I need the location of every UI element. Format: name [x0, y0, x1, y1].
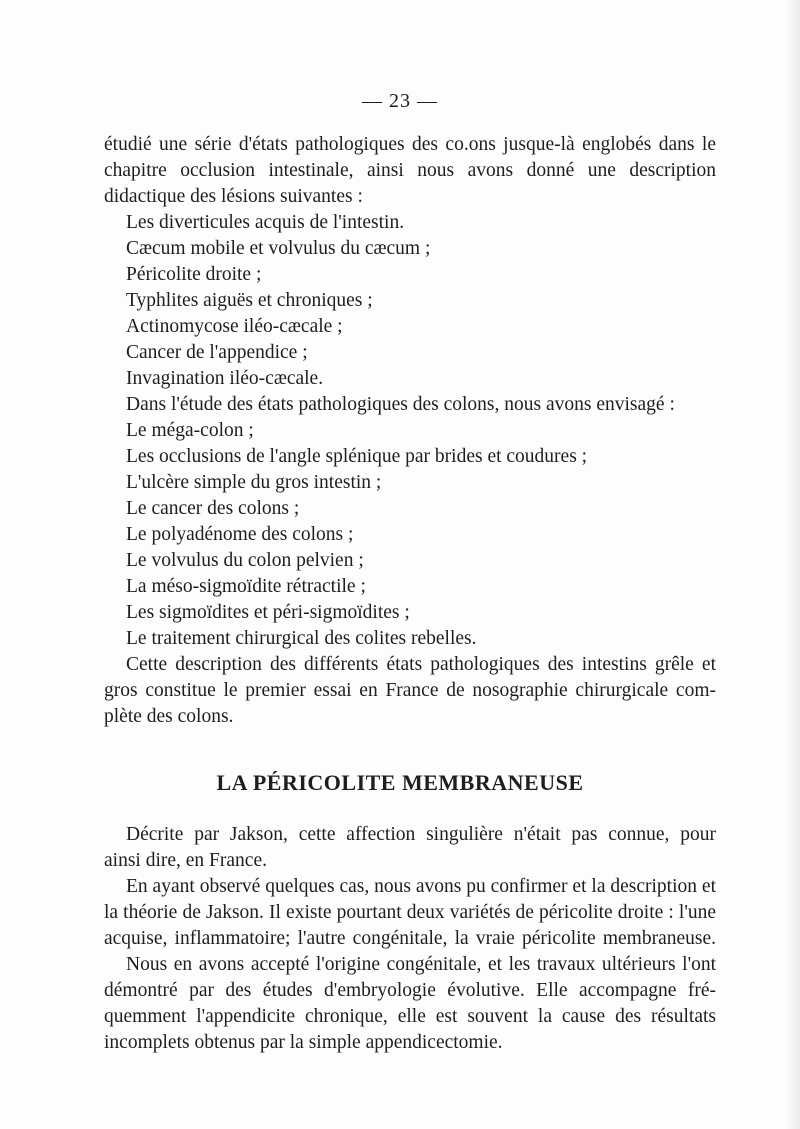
list-item: Cancer de l'appendice ; [126, 342, 308, 363]
text-line: Cette description des différents états pathologiques des intestins grêle et [126, 654, 716, 675]
text-line: étudié une série d'états pathologiques des co.ons jusque-là englobés dans le [104, 134, 716, 155]
list-item: Invagination iléo-cæcale. [126, 368, 324, 389]
text-line: plète des colons. [104, 706, 234, 727]
list-item: Péricolite droite ; [126, 264, 262, 285]
text-line: démontré par des études d'embryologie évolutive. Elle accompagne fré- [104, 980, 716, 1001]
text-line: Nous en avons accepté l'origine congénitale, et les travaux ultérieurs l'ont [126, 954, 716, 975]
list-item: L'ulcère simple du gros intestin ; [126, 472, 382, 493]
page-edge-shadow [786, 0, 800, 1129]
list-item: Le volvulus du colon pelvien ; [126, 550, 364, 571]
text-line: gros constitue le premier essai en France de nosographie chirurgicale com- [104, 680, 716, 701]
list-item: Le polyadénome des colons ; [126, 524, 354, 545]
list-item: Le cancer des colons ; [126, 498, 300, 519]
list-item: Les diverticules acquis de l'intestin. [126, 212, 405, 233]
text-line: quemment l'appendicite chronique, elle est souvent la cause des résultats [104, 1006, 716, 1027]
text-line: acquise, inflammatoire; l'autre congénitale, la vraie péricolite membraneuse. [104, 928, 716, 949]
list-item: Cæcum mobile et volvulus du cæcum ; [126, 238, 431, 259]
list-item: Le méga-colon ; [126, 420, 254, 441]
text-line: didactique des lésions suivantes : [104, 186, 363, 207]
text-line: En ayant observé quelques cas, nous avons pu confirmer et la description et [126, 876, 716, 897]
text-line: la théorie de Jakson. Il existe pourtant deux variétés de péricolite droite : l'une [104, 902, 716, 923]
list-item: Les occlusions de l'angle splénique par brides et coudures ; [126, 446, 588, 467]
page-number: — 23 — [362, 90, 438, 112]
text-line: Décrite par Jakson, cette affection singulière n'était pas connue, pour [126, 824, 716, 845]
list-item: Actinomycose iléo-cæcale ; [126, 316, 343, 337]
section-title: LA PÉRICOLITE MEMBRANEUSE [216, 770, 584, 795]
main-text-top [104, 132, 716, 730]
list-item: Les sigmoïdites et péri-sigmoïdites ; [126, 602, 410, 623]
text-line: Dans l'étude des états pathologiques des colons, nous avons envisagé : [126, 394, 675, 415]
text-line: chapitre occlusion intestinale, ainsi nous avons donné une description [104, 160, 716, 181]
list-item: Le traitement chirurgical des colites rebelles. [126, 628, 477, 649]
text-line: incomplets obtenus par la simple appendicectomie. [104, 1032, 503, 1053]
text-line: ainsi dire, en France. [104, 850, 267, 871]
list-item: Typhlites aiguës et chroniques ; [126, 290, 373, 311]
main-text-bottom [104, 822, 716, 1056]
list-item: La méso-sigmoïdite rétractile ; [126, 576, 366, 597]
